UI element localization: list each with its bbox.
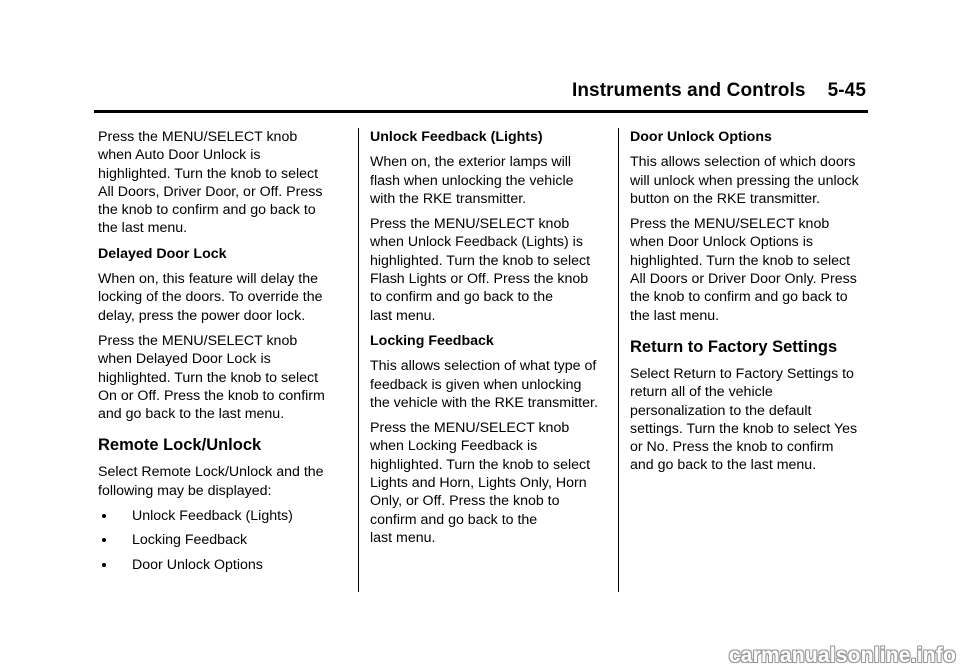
header-rule	[94, 110, 868, 113]
factory-settings-heading: Return to Factory Settings	[630, 337, 838, 356]
locking-feedback-description: This allows selection of what type of feedback is given when unlocking the vehicle with the RKE transmitter.	[370, 358, 598, 411]
list-item	[98, 556, 338, 574]
section-title: Instruments and Controls	[571, 80, 806, 101]
door-unlock-options-instructions: Press the MENU/SELECT knob when Door Unlock Options is highlighted. Turn the knob to select All Doors or Driver Door Only. Press the knob to confirm and go back to the last menu.	[630, 216, 857, 324]
remote-lock-unlock-heading: Remote Lock/Unlock	[98, 436, 262, 455]
door-unlock-options-description: This allows selection of which doors will unlock when pressing the unlock button on the RKE transmitter.	[630, 154, 859, 207]
locking-feedback-instructions: Press the MENU/SELECT knob when Locking Feedback is highlighted. Turn the knob to select Lights and Horn, Lights Only, Horn Only, or Off. Press the knob to confirm and go back to the last menu.	[370, 420, 591, 546]
unlock-feedback-heading: Unlock Feedback (Lights)	[370, 129, 543, 145]
locking-feedback-heading: Locking Feedback	[370, 332, 494, 349]
remote-lock-unlock-description: Select Remote Lock/Unlock and the following may be displayed:	[98, 464, 324, 499]
door-unlock-options-heading: Door Unlock Options	[630, 129, 772, 145]
list-item	[98, 507, 338, 525]
bullet-icon	[102, 514, 106, 518]
page-number: 5-45	[827, 80, 866, 101]
list-item-label: Door Unlock Options	[132, 556, 263, 573]
watermark: carmanualsonline.info	[728, 644, 956, 667]
remote-options-list	[98, 507, 338, 574]
delayed-door-lock-instructions: Press the MENU/SELECT knob when Delayed Door Lock is highlighted. Turn the knob to select On or Off. Press the knob to confirm and go back to the last menu.	[98, 332, 325, 423]
intro-paragraph: Press the MENU/SELECT knob when Auto Door Unlock is highlighted. Turn the knob to select All Doors, Driver Door, or Off. Press the knob to confirm and go back to the last menu.	[98, 129, 323, 237]
header-title	[572, 80, 866, 102]
list-item	[98, 531, 338, 549]
delayed-door-lock-heading: Delayed Door Lock	[98, 245, 227, 262]
bullet-icon	[102, 563, 106, 567]
column-2	[370, 128, 610, 554]
column-divider	[358, 128, 359, 592]
list-item-label: Locking Feedback	[132, 532, 248, 549]
bullet-icon	[102, 538, 106, 542]
list-item-label: Unlock Feedback (Lights)	[132, 508, 293, 525]
column-divider	[618, 128, 619, 592]
column-3	[630, 128, 870, 482]
column-1	[98, 128, 338, 580]
unlock-feedback-instructions: Press the MENU/SELECT knob when Unlock Feedback (Lights) is highlighted. Turn the knob to select Flash Lights or Off. Press the knob to confirm and go back to the last menu.	[370, 216, 591, 324]
unlock-feedback-description: When on, the exterior lamps will flash when unlocking the vehicle with the RKE transmitter.	[370, 154, 574, 207]
factory-settings-description: Select Return to Factory Settings to return all of the vehicle personalization to the default settings. Turn the knob to select Yes or No. Press the knob to confirm and go back to the last menu.	[630, 365, 858, 474]
delayed-door-lock-description: When on, this feature will delay the locking of the doors. To override the delay, press the power door lock.	[98, 271, 323, 324]
